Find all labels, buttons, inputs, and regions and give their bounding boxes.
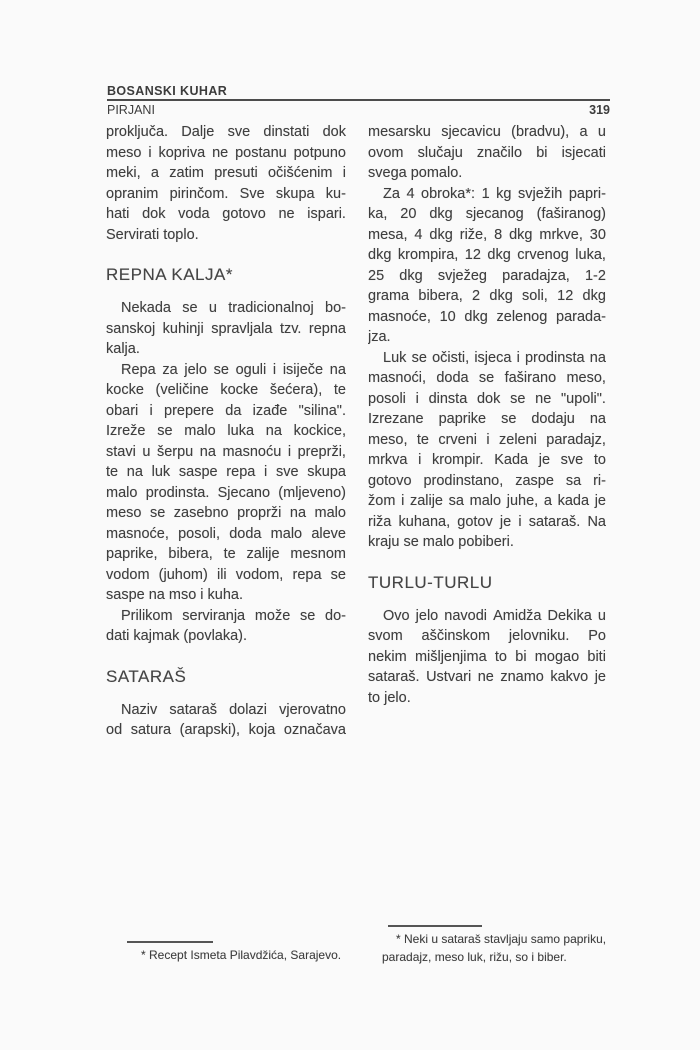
text-line: saspe na mso i kuha.	[106, 587, 244, 603]
text-line: Ovo jelo navodi Amidža Dekika u	[383, 607, 606, 624]
text-line: kalja.	[106, 341, 140, 357]
text-line: od satura (arapski), koja označava	[106, 722, 346, 738]
text-line: hati dok voda gotovo ne ispari.	[106, 206, 346, 222]
book-title: BOSANSKI KUHAR	[107, 84, 228, 98]
text-line: riža kuhana, gotov je i sataraš. Na	[368, 513, 606, 530]
footnote-left-text	[127, 947, 367, 965]
text-line: posoli i dinsta dok se ne "upoli".	[368, 390, 606, 407]
text-line: masnoće, 10 dkg zelenog parada-	[368, 308, 606, 325]
text-line: mesarsku sjecavicu (bradvu), a u	[368, 124, 606, 140]
text-line: gotovo prodinstano, zaspe sa ri-	[368, 472, 606, 489]
text-line: to jelo.	[368, 689, 411, 706]
text-line: meso i kopriva ne postanu potpuno	[106, 144, 346, 161]
footnote-line: * Neki u sataraš stavljaju samo papriku,	[396, 932, 607, 946]
footnote-left	[127, 941, 367, 965]
text-line: paprike, bibera, te zalije mesnom	[106, 546, 346, 562]
page-header	[107, 84, 610, 117]
text-line: meso, te crveni i zeleni paradajz,	[368, 431, 606, 448]
text-line: Luk se očisti, isjeca i prodinsta na	[383, 349, 606, 366]
paragraph	[368, 122, 606, 184]
text-line: masnoći, doda se faširano meso,	[368, 370, 606, 386]
text-line: masnoće, posoli, doda malo aleve	[106, 525, 346, 542]
text-line: svom aščinskom jelovniku. Po	[368, 628, 606, 644]
paragraph	[368, 184, 606, 348]
text-line: obari i prepere da izađe "silina".	[106, 402, 346, 419]
text-line: Naziv sataraš dolazi vjerovatno	[121, 701, 346, 718]
text-line: vodom (juhom) ili vodom, repa se	[106, 566, 346, 583]
text-line: malo prodinsta. Sjecano (mljeveno)	[106, 484, 346, 501]
paragraph	[106, 122, 346, 245]
text-line: ovom slučaju značilo bi isjecati	[368, 144, 606, 161]
paragraph	[106, 700, 346, 741]
chapter-row	[107, 103, 610, 117]
footnote-line: * Recept Ismeta Pilavdžića, Sarajevo.	[141, 948, 342, 962]
text-line: Izrezane paprike se dodaju na	[368, 411, 606, 427]
text-line: mesa, 4 dkg riže, 8 dkg mrkve, 30	[368, 226, 606, 243]
text-line: Repa za jelo se oguli i isiječe na	[121, 361, 346, 378]
text-line: Za 4 obroka*: 1 kg svježih papri-	[383, 185, 606, 202]
text-line: kocke (veličine kocke šećera), te	[106, 382, 346, 398]
text-line: žom i zalije sa malo juhe, a kada je	[368, 493, 606, 509]
chapter-title: PIRJANI	[107, 103, 155, 117]
text-line: dkg krompira, 12 dkg crvenog luka,	[368, 247, 606, 263]
text-line: sanskoj kuhinji spravljala tzv. repna	[106, 320, 346, 337]
section-heading: TURLU-TURLU	[368, 572, 493, 592]
right-column	[368, 122, 606, 708]
footnote-line: paradajz, meso luk, rižu, so i biber.	[382, 949, 567, 964]
left-column	[106, 122, 346, 741]
paragraph	[106, 360, 346, 606]
text-line: nekim mišljenjima to bi mogao biti	[368, 648, 606, 665]
text-line: jza.	[368, 329, 391, 345]
paragraph	[368, 606, 606, 709]
footnote-right-text	[382, 931, 634, 966]
text-line: proključa. Dalje sve dinstati dok	[106, 124, 346, 140]
footnote-right	[382, 925, 634, 966]
text-line: ka, 20 dkg sjecanog (faširanog)	[368, 206, 606, 222]
paragraph	[368, 348, 606, 553]
text-line: Nekada se u tradicionalnoj bo-	[121, 300, 346, 316]
text-line: meki, a zatim presuti očišćenim i	[106, 165, 346, 181]
footnote-rule-right	[388, 925, 482, 927]
text-line: stavi u šerpu na masnoću i preprži,	[106, 443, 346, 460]
section-heading: REPNA KALJA*	[106, 265, 233, 284]
header-rule	[107, 99, 610, 101]
text-line: 25 dkg svježeg paradajza, 1-2	[368, 267, 606, 284]
text-line: opranim pirinčom. Sve skupa ku-	[106, 185, 346, 202]
text-line: dati kajmak (povlaka).	[106, 628, 248, 644]
text-line: Izreže se malo luka na kockice,	[106, 423, 346, 439]
paragraph	[106, 606, 346, 647]
section-heading: SATARAŠ	[106, 666, 187, 686]
text-line: Servirati toplo.	[106, 226, 199, 243]
text-line: kraju se malo pobiberi.	[368, 534, 514, 550]
paragraph	[106, 298, 346, 360]
text-line: te na luk saspe repa i sve skupa	[106, 464, 346, 480]
text-line: sataraš. Ustvari ne znamo kakvo je	[368, 669, 606, 685]
text-line: grama bibera, 2 dkg soli, 12 dkg	[368, 288, 606, 304]
page-number: 319	[589, 103, 610, 117]
text-line: mrkva i krompir. Kada je sve to	[368, 452, 606, 468]
text-line: Prilikom serviranja može se do-	[121, 607, 346, 624]
text-line: meso se zasebno proprži na malo	[106, 505, 346, 521]
footnote-rule-left	[127, 941, 213, 943]
text-line: svega pomalo.	[368, 165, 463, 181]
